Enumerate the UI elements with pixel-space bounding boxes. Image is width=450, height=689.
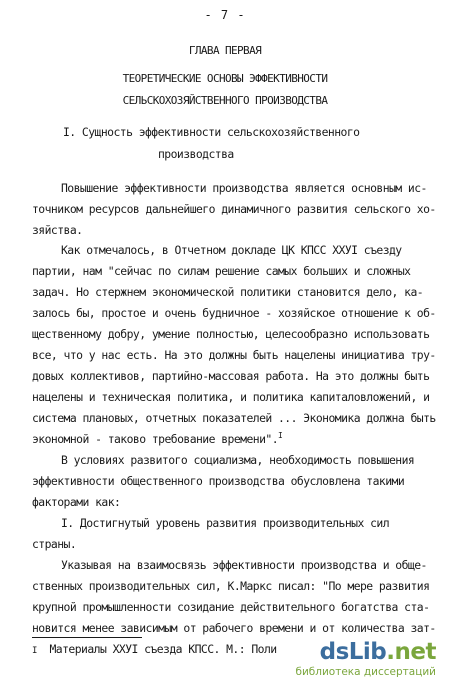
- body-line: Повышение эффективности производства является основным ис-: [61, 181, 427, 195]
- footnote-marker: I: [32, 646, 37, 656]
- chapter-label: ГЛАВА ПЕРВАЯ: [188, 44, 262, 57]
- footnote-text: Материалы ХХУI съезда КПСС. М.: Поли: [49, 642, 277, 656]
- section-title-line-1: I. Сущность эффективности сельскохозяйственного: [63, 125, 360, 139]
- body-line: нацелены и техническая политика, и политика капиталовложений, и: [32, 390, 430, 404]
- body-line: все, что у нас есть. На это должны быть нацелены инициатива тру-: [32, 348, 436, 362]
- body-line: задач. Но стержнем экономической политики становится дело, ка-: [32, 285, 424, 299]
- body-line: I. Достигнутый уровень развития производительных сил: [61, 516, 390, 530]
- watermark: [296, 639, 436, 683]
- body-line: довых коллективов, партийно-массовая работа. На это должны быть: [32, 369, 430, 383]
- chapter-title-line-2: СЕЛЬСКОХОЗЯЙСТВЕННОГО ПРОИЗВОДСТВА: [122, 94, 328, 107]
- body-line-text: экономной - таково требование времени".: [32, 432, 279, 446]
- body-line: зяйства.: [32, 223, 83, 237]
- body-line: партии, нам "сейчас по силам решение самых больших и сложных: [32, 264, 411, 278]
- body-line: новится менее зависимым от рабочего времени и от количества зат-: [32, 621, 436, 635]
- body-line: эффективности общественного производства обусловлена такими: [32, 474, 405, 488]
- body-line: ственных производительных сил, К.Маркс писал: "По мере развития: [32, 579, 430, 593]
- body-line: страны.: [32, 537, 77, 551]
- footnote-divider: [32, 637, 142, 638]
- footnote: [32, 642, 277, 658]
- body-line-with-footnote-ref: [32, 432, 282, 446]
- watermark-subtitle: библиотека диссертаций: [295, 666, 436, 678]
- body-line: точником ресурсов дальнейшего динамичного развития сельского хо-: [32, 202, 436, 216]
- body-line: залось бы, простое и очень будничное - хозяйское отношение к об-: [32, 306, 436, 320]
- body-line: факторами как:: [32, 495, 121, 509]
- body-line: система плановых, отчетных показателей ... Экономика должна быть: [32, 411, 436, 425]
- watermark-logo: [320, 639, 436, 665]
- footnote-reference: I: [278, 431, 283, 440]
- watermark-logo-tld: .net: [386, 639, 436, 665]
- body-line: В условиях развитого социализма, необходимость повышения: [61, 453, 415, 467]
- body-line: Как отмечалось, в Отчетном докладе ЦК КПСС ХХУI съезду: [61, 243, 402, 257]
- section-title-line-2: производства: [158, 147, 234, 161]
- watermark-logo-main: dsLib: [319, 639, 387, 665]
- page-number: - 7 -: [204, 8, 246, 22]
- body-line: крупной промышленности созидание действительного богатства ста-: [32, 600, 430, 614]
- body-line: щественному добру, умение полностью, целесообразно использовать: [32, 327, 430, 341]
- body-line: Указывая на взаимосвязь эффективности производства и обще-: [61, 558, 427, 572]
- chapter-title-line-1: ТЕОРЕТИЧЕСКИЕ ОСНОВЫ ЭФФЕКТИВНОСТИ: [122, 72, 328, 85]
